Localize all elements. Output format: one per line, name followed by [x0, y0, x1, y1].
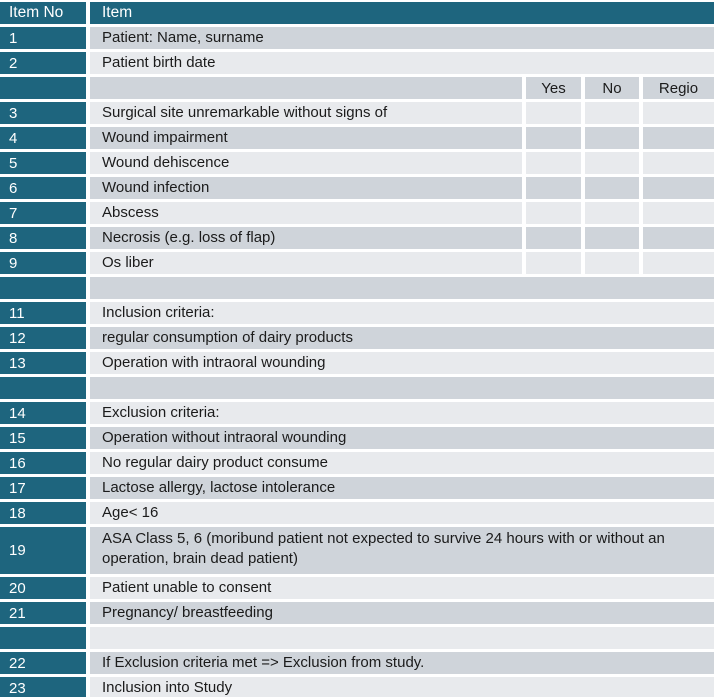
table-row	[0, 452, 714, 474]
item-cell: Abscess	[90, 202, 522, 224]
item-no-cell	[0, 627, 86, 649]
item-cell: Exclusion criteria:	[90, 402, 714, 424]
table-row	[0, 52, 714, 74]
item-cell: Inclusion into Study	[90, 677, 714, 697]
no-answer-cell	[585, 177, 639, 199]
regio-answer-cell	[643, 252, 714, 274]
table-row	[0, 302, 714, 324]
regio-answer-cell	[643, 152, 714, 174]
no-header-cell: No	[585, 77, 639, 99]
item-no-cell: 23	[0, 677, 86, 697]
item-cell: Wound impairment	[90, 127, 522, 149]
yes-answer-cell	[526, 202, 581, 224]
table-row	[0, 102, 714, 124]
item-no-cell: 9	[0, 252, 86, 274]
item-cell	[90, 277, 714, 299]
item-no-cell: 7	[0, 202, 86, 224]
item-cell: Wound infection	[90, 177, 522, 199]
table-header-row	[0, 2, 714, 24]
header-item-cell: Item	[90, 2, 714, 24]
table-row	[0, 327, 714, 349]
table-row	[0, 177, 714, 199]
spacer-row	[0, 627, 714, 649]
item-no-cell: 3	[0, 102, 86, 124]
regio-answer-cell	[643, 227, 714, 249]
regio-answer-cell	[643, 202, 714, 224]
item-no-cell: 11	[0, 302, 86, 324]
table-row	[0, 652, 714, 674]
table-row	[0, 252, 714, 274]
item-cell: Wound dehiscence	[90, 152, 522, 174]
item-cell: Os liber	[90, 252, 522, 274]
item-no-cell	[0, 77, 86, 99]
table-row	[0, 502, 714, 524]
item-cell: Necrosis (e.g. loss of flap)	[90, 227, 522, 249]
item-no-cell: 8	[0, 227, 86, 249]
no-answer-cell	[585, 202, 639, 224]
table-row	[0, 227, 714, 249]
yes-answer-cell	[526, 252, 581, 274]
table-row	[0, 577, 714, 599]
item-no-cell: 4	[0, 127, 86, 149]
item-cell: Operation without intraoral wounding	[90, 427, 714, 449]
item-cell: No regular dairy product consume	[90, 452, 714, 474]
yes-answer-cell	[526, 227, 581, 249]
item-cell: ASA Class 5, 6 (moribund patient not expected to survive 24 hours with or without an operation, brain dead patient)	[90, 527, 714, 574]
item-cell: Surgical site unremarkable without signs of	[90, 102, 522, 124]
table-row	[0, 202, 714, 224]
header-item-no-cell: Item No	[0, 2, 86, 24]
item-no-cell: 15	[0, 427, 86, 449]
item-no-cell: 14	[0, 402, 86, 424]
item-cell: Age< 16	[90, 502, 714, 524]
table-row	[0, 477, 714, 499]
item-cell	[90, 377, 714, 399]
no-answer-cell	[585, 127, 639, 149]
item-cell	[90, 77, 522, 99]
item-no-cell: 12	[0, 327, 86, 349]
regio-answer-cell	[643, 127, 714, 149]
yes-answer-cell	[526, 177, 581, 199]
table-row	[0, 402, 714, 424]
item-cell: Lactose allergy, lactose intolerance	[90, 477, 714, 499]
yes-answer-cell	[526, 152, 581, 174]
spacer-row	[0, 277, 714, 299]
answer-header-row	[0, 77, 714, 99]
item-no-cell: 1	[0, 27, 86, 49]
spacer-row	[0, 377, 714, 399]
item-no-cell: 19	[0, 527, 86, 574]
no-answer-cell	[585, 102, 639, 124]
item-no-cell: 2	[0, 52, 86, 74]
table-row	[0, 152, 714, 174]
table-row	[0, 677, 714, 697]
item-no-cell: 16	[0, 452, 86, 474]
table-row	[0, 427, 714, 449]
yes-answer-cell	[526, 102, 581, 124]
item-no-cell: 17	[0, 477, 86, 499]
no-answer-cell	[585, 227, 639, 249]
regio-answer-cell	[643, 102, 714, 124]
table-row	[0, 127, 714, 149]
item-cell: Patient unable to consent	[90, 577, 714, 599]
no-answer-cell	[585, 252, 639, 274]
item-no-cell	[0, 277, 86, 299]
item-cell: Patient birth date	[90, 52, 714, 74]
item-no-cell: 18	[0, 502, 86, 524]
item-cell: regular consumption of dairy products	[90, 327, 714, 349]
table-row	[0, 352, 714, 374]
table-row	[0, 602, 714, 624]
item-no-cell: 6	[0, 177, 86, 199]
item-cell: Inclusion criteria:	[90, 302, 714, 324]
yes-header-cell: Yes	[526, 77, 581, 99]
regio-answer-cell	[643, 177, 714, 199]
item-cell: Patient: Name, surname	[90, 27, 714, 49]
item-cell: Operation with intraoral wounding	[90, 352, 714, 374]
no-answer-cell	[585, 152, 639, 174]
item-no-cell: 22	[0, 652, 86, 674]
item-no-cell: 13	[0, 352, 86, 374]
item-no-cell	[0, 377, 86, 399]
table-row	[0, 27, 714, 49]
item-no-cell: 21	[0, 602, 86, 624]
regio-header-cell: Regio	[643, 77, 714, 99]
table-body	[0, 27, 714, 697]
item-cell: Pregnancy/ breastfeeding	[90, 602, 714, 624]
yes-answer-cell	[526, 127, 581, 149]
item-cell	[90, 627, 714, 649]
item-cell: If Exclusion criteria met => Exclusion from study.	[90, 652, 714, 674]
table-row	[0, 527, 714, 574]
item-no-cell: 20	[0, 577, 86, 599]
item-no-cell: 5	[0, 152, 86, 174]
